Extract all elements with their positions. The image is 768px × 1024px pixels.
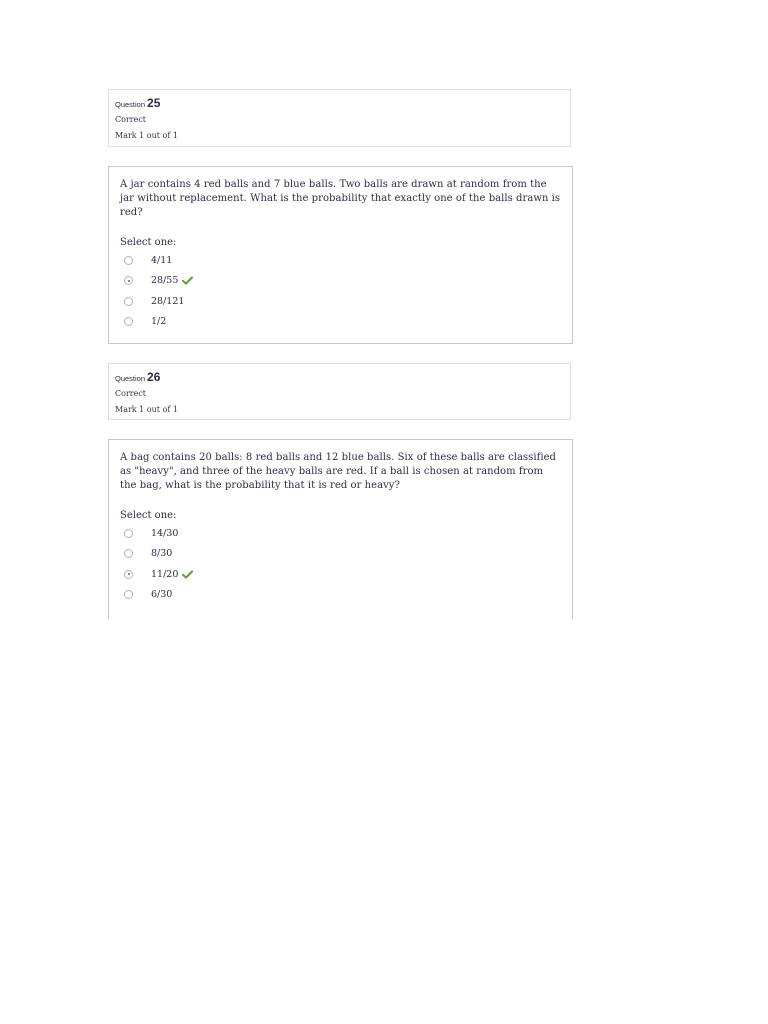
radio-button-selected[interactable]: [124, 276, 133, 285]
answer-option[interactable]: [120, 523, 561, 544]
question-mark: Mark 1 out of 1: [115, 405, 178, 414]
answer-option-selected[interactable]: [120, 271, 561, 292]
answer-option[interactable]: [120, 312, 561, 333]
answer-list: [120, 250, 561, 332]
question-state: Correct: [115, 115, 147, 124]
answer-label: 28/55: [151, 275, 179, 287]
answer-label: 8/30: [151, 548, 173, 560]
answer-label: 4/11: [151, 254, 173, 266]
question-content-26: [108, 439, 573, 619]
answer-label: 28/121: [151, 295, 185, 307]
radio-button[interactable]: [124, 256, 133, 265]
select-one-prompt: Select one:: [120, 237, 177, 248]
question-number-line: [115, 96, 564, 112]
answer-option[interactable]: [120, 585, 561, 606]
question-number-line: [115, 370, 564, 386]
radio-button-selected[interactable]: [124, 570, 133, 579]
question-label: Question: [115, 374, 146, 383]
question-text: A jar contains 4 red balls and 7 blue balls. Two balls are drawn at random from the jar without replacement. What is the probability that exactly one of the balls drawn is red?: [120, 179, 561, 218]
question-content-25: [108, 166, 573, 344]
question-number: 26: [147, 370, 161, 384]
answer-label: 6/30: [151, 589, 173, 601]
answer-option[interactable]: [120, 291, 561, 312]
question-state: Correct: [115, 389, 147, 398]
answer-label: 1/2: [151, 316, 167, 328]
question-label: Question: [115, 100, 146, 109]
answer-label: 14/30: [151, 527, 179, 539]
radio-button[interactable]: [124, 297, 133, 306]
answer-option-selected[interactable]: [120, 564, 561, 585]
checkmark-icon: [182, 276, 193, 285]
checkmark-icon: [182, 570, 193, 579]
question-text: A bag contains 20 balls: 8 red balls and 12 blue balls. Six of these balls are classified as "heavy", and three of the heavy balls are red. If a ball is chosen at random from the bag, what is the probability that it is red or heavy?: [120, 452, 557, 491]
answer-label: 11/20: [151, 568, 179, 580]
question-mark: Mark 1 out of 1: [115, 131, 178, 140]
select-one-prompt: Select one:: [120, 510, 177, 521]
answer-option[interactable]: [120, 544, 561, 565]
radio-button[interactable]: [124, 317, 133, 326]
radio-button[interactable]: [124, 549, 133, 558]
question-number: 25: [147, 96, 161, 110]
answer-list: [120, 523, 561, 605]
radio-button[interactable]: [124, 590, 133, 599]
question-info-26: [108, 363, 571, 420]
radio-button[interactable]: [124, 529, 133, 538]
answer-option[interactable]: [120, 250, 561, 271]
question-info-25: [108, 89, 571, 147]
